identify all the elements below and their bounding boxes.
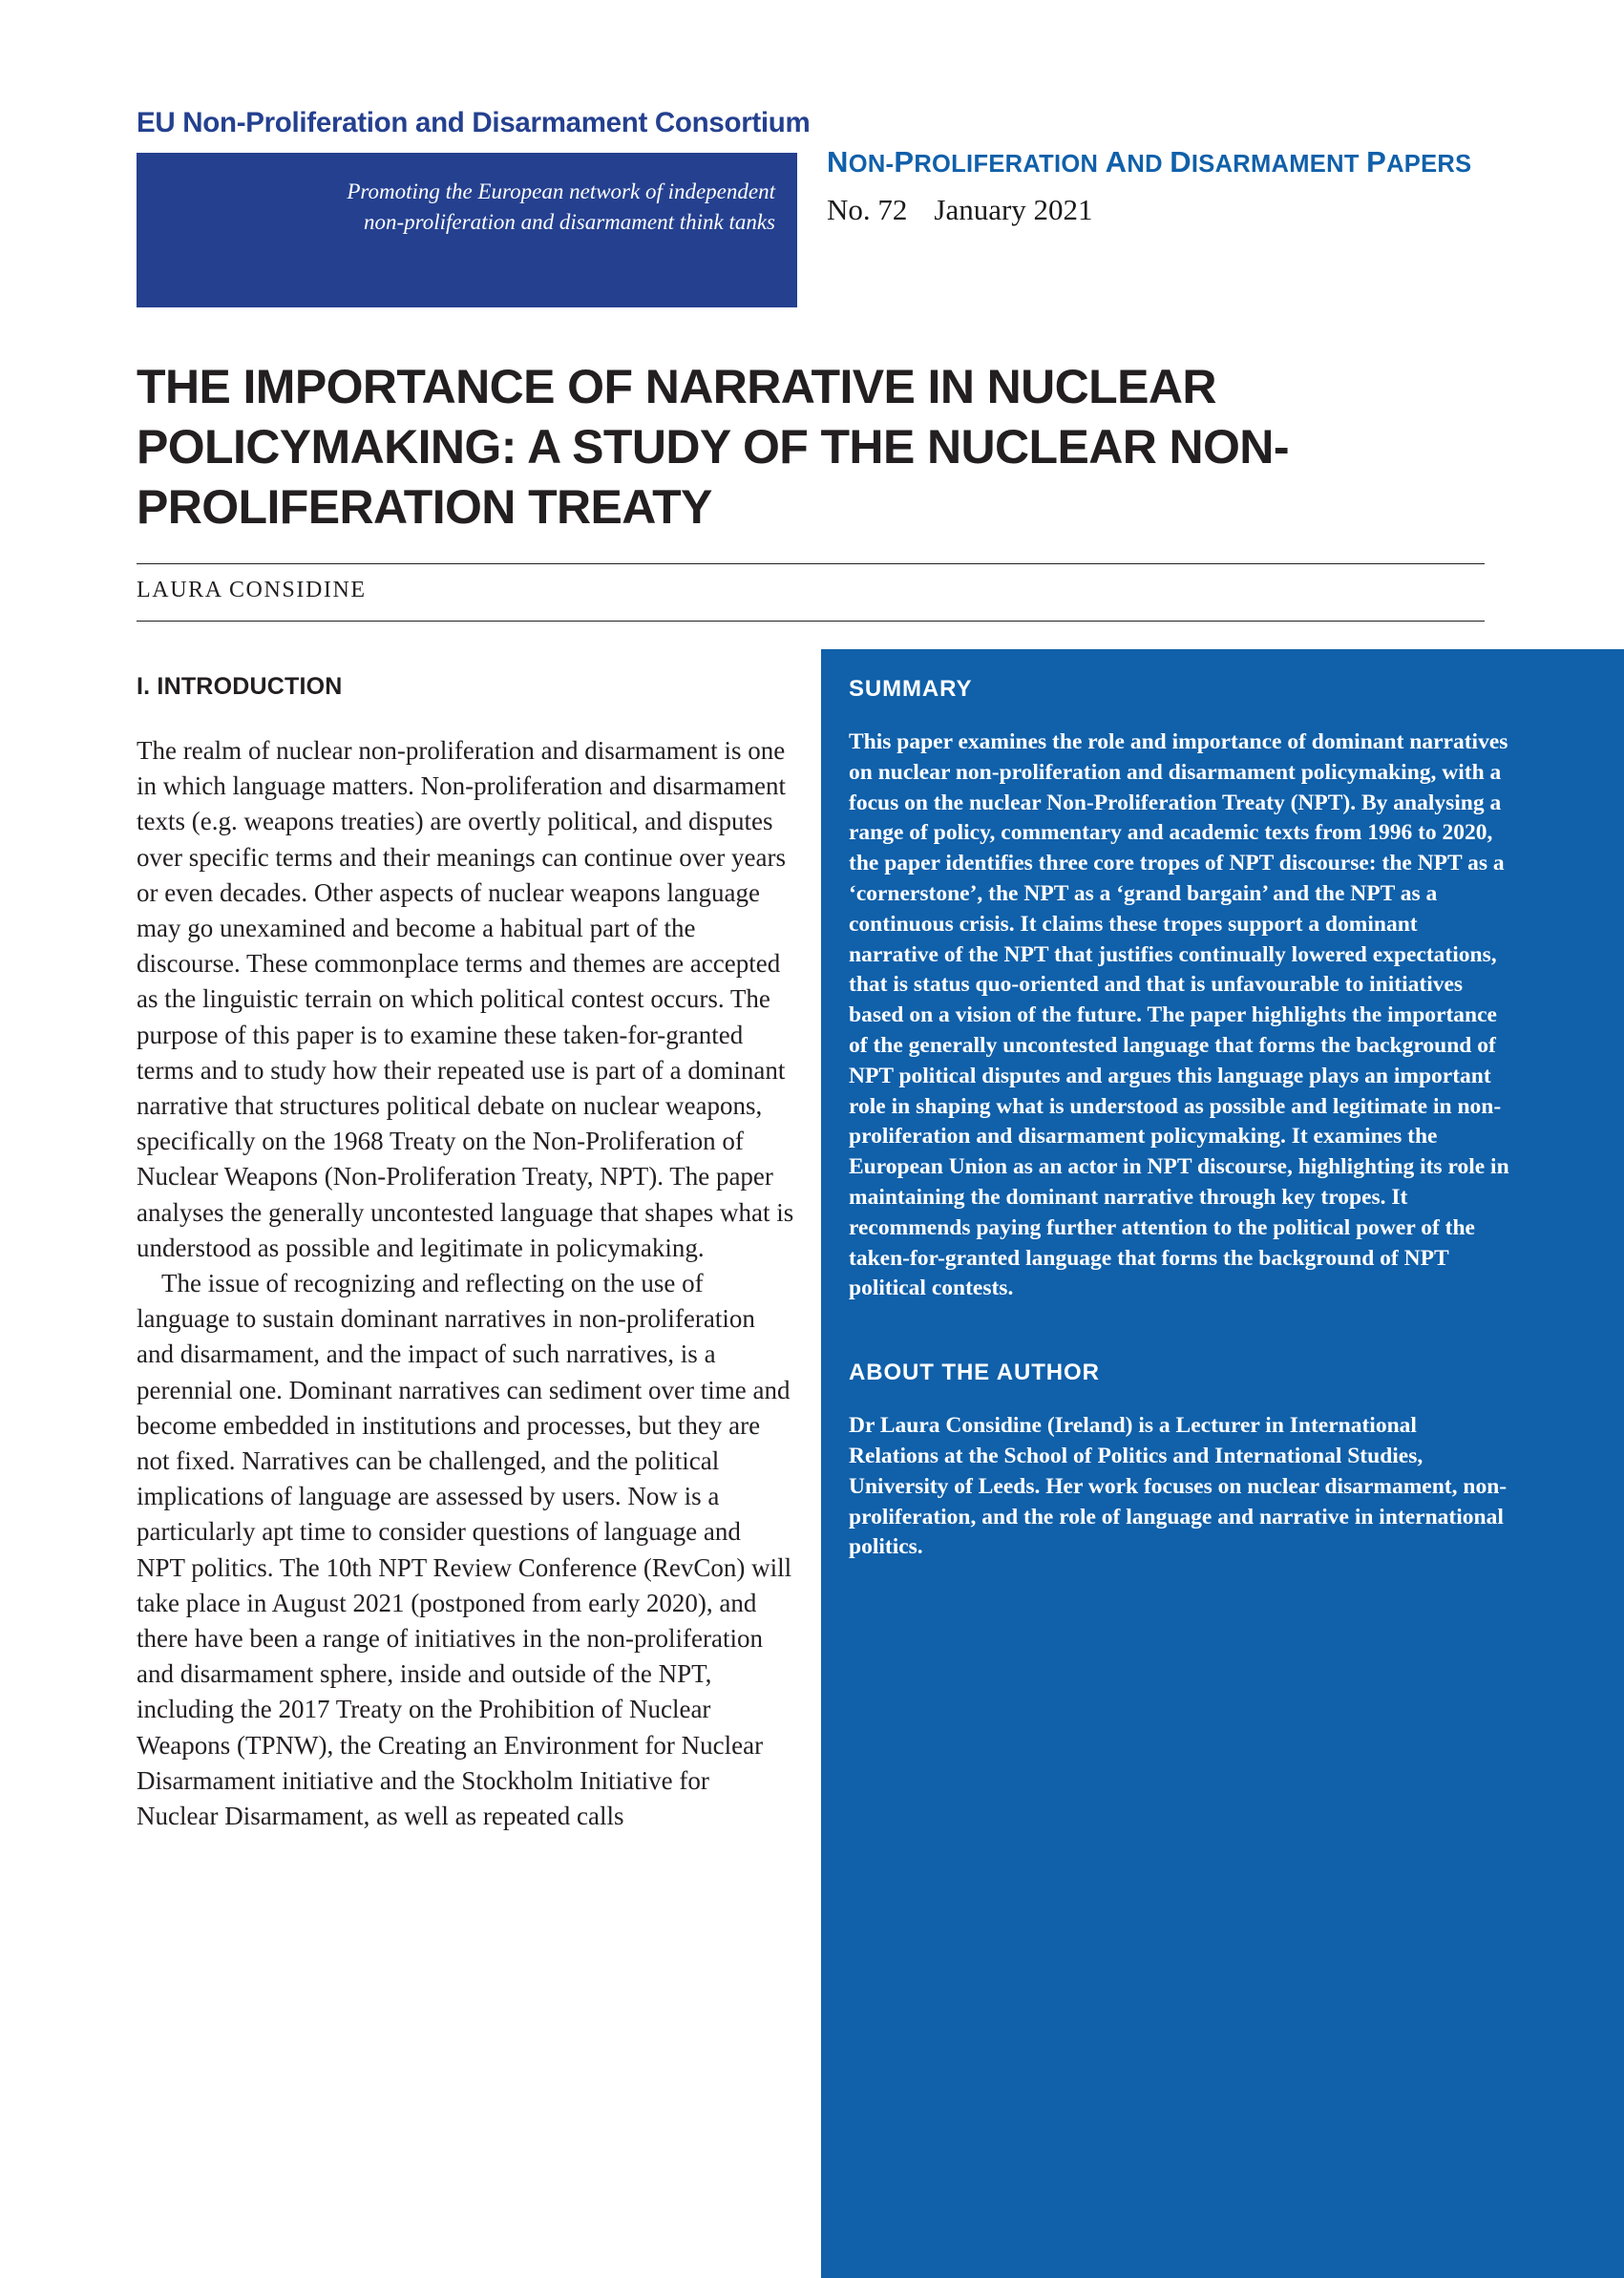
intro-paragraph-1: The realm of nuclear non-proliferation and disarmament is one in which language matters. Non-proliferation and disarmament texts (e.g. weapons treaties) are overtly political, and disputes over specific terms and their meanings can continue over years or even decades. Other aspects of nuclear weapons language may go unexamined and become a habitual part of the discourse. These commonplace terms and themes are accepted as the linguistic terrain on which political contest occurs. The purpose of this paper is to examine these taken-for-granted terms and to study how their repeated use is part of a dominant narrative that structures political debate on nuclear weapons, specifically on the 1968 Treaty on the Non-Proliferation of Nuclear Weapons (Non-Proliferation Treaty, NPT). The paper analyses the generally uncontested language that shapes what is understood as possible and legitimate in policymaking.: [137, 736, 794, 1262]
sidebar-spacer: [849, 1304, 1509, 1360]
issue-date: January 2021: [934, 193, 1093, 226]
series-name: NON-PROLIFERATION AND DISARMAMENT PAPERS: [827, 145, 1472, 179]
sidebar-heading-about-the-author: ABOUT THE AUTHOR: [849, 1360, 1100, 1386]
intro-paragraph-2: The issue of recognizing and reflecting on the use of language to sustain dominant narratives in non-proliferation and disarmament, and the impact of such narratives, is a perennial one. Dominant narratives can sediment over time and become embedded in institutions and processes, but they are not fixed. Narratives can be challenged, and the political implications of language are assessed by users. Now is a particularly apt time to consider questions of language and NPT politics. The 10th NPT Review Conference (RevCon) will take place in August 2021 (postponed from early 2020), and there have been a range of initiatives in the non-proliferation and disarmament sphere, inside and outside of the NPT, including the 2017 Treaty on the Prohibition of Nuclear Weapons (TPNW), the Creating an Environment for Nuclear Disarmament initiative and the Stockholm Initiative for Nuclear Disarmament, as well as repeated calls: [137, 1269, 792, 1831]
summary-sidebar: [821, 649, 1624, 2278]
author-bio-text: Dr Laura Considine (Ireland) is a Lecturer in International Relations at the School of Politics and International Studies, University of Leeds. Her work focuses on nuclear disarmament, non-proliferation, and the role of language and narrative in international politics.: [849, 1413, 1508, 1560]
consortium-name: EU Non-Proliferation and Disarmament Consortium: [137, 107, 811, 138]
issue-number: No. 72: [827, 193, 908, 226]
tagline-line-2: non-proliferation and disarmament think tanks: [363, 210, 775, 234]
summary-text: This paper examines the role and importance of dominant narratives on nuclear non-proliferation and disarmament policymaking, with a focus on the nuclear Non-Proliferation Treaty (NPT). By analysing a range of policy, commentary and academic texts from 1996 to 2020, the paper identifies three core tropes of NPT discourse: the NPT as a ‘cornerstone’, the NPT as a ‘grand bargain’ and the NPT as a continuous crisis. It claims these tropes support a dominant narrative of the NPT that justifies continually lowered expectations, that is status quo-oriented and that is unfavourable to initiatives based on a vision of the future. The paper highlights the importance of the generally uncontested language that forms the background of NPT political disputes and argues this language plays an important role in shaping what is understood as possible and legitimate in non-proliferation and disarmament policymaking. It examines the European Union as an actor in NPT discourse, highlighting its role in maintaining the dominant narrative through key tropes. It recommends paying further attention to the political power of the taken-for-granted language that forms the background of NPT political contests.: [849, 729, 1509, 1301]
introduction-column: [137, 673, 795, 1834]
sidebar-heading-summary: SUMMARY: [849, 676, 973, 702]
section-heading-introduction: I. INTRODUCTION: [137, 673, 343, 700]
masthead: [0, 0, 1624, 315]
sidebar-content: [849, 676, 1509, 1563]
author-byline: LAURA CONSIDINE: [137, 578, 367, 602]
rule-below-author: [137, 621, 1485, 622]
rule-above-author: [137, 563, 1485, 564]
tagline-box: [137, 153, 797, 307]
page-title: THE IMPORTANCE OF NARRATIVE IN NUCLEAR POLICYMAKING: A STUDY OF THE NUCLEAR NON-PROLIFERATION TREATY: [137, 359, 1289, 534]
tagline-text: [183, 177, 775, 238]
tagline-line-1: Promoting the European network of independent: [347, 179, 775, 203]
issue-line: [827, 193, 1093, 227]
